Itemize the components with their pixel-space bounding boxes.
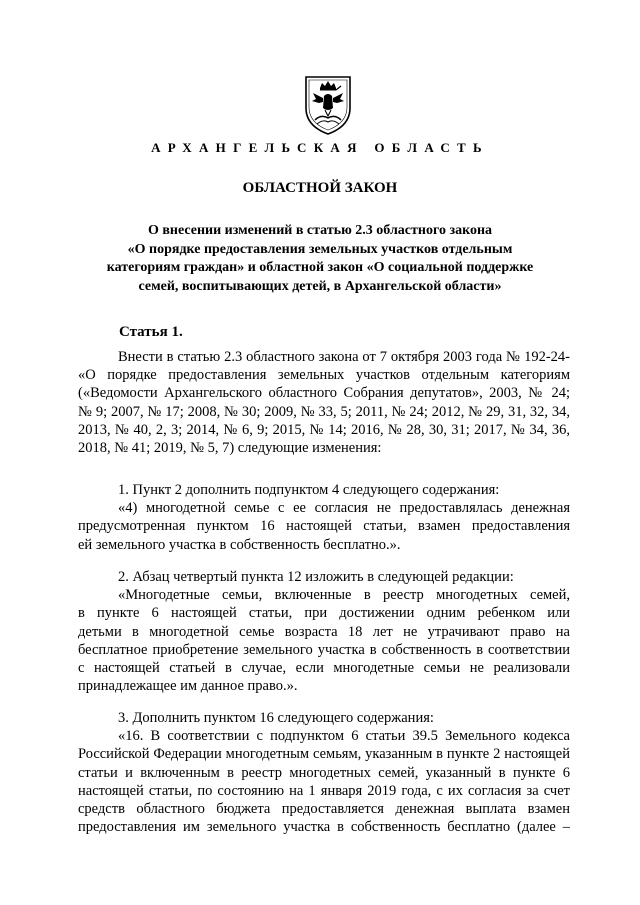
text-line: («Ведомости Архангельского областного Собрания депутатов», 2003, № 24; xyxy=(78,385,570,402)
text-line: предоставления им земельного участка в собственность бесплатно (далее – xyxy=(78,819,570,836)
paragraph-item-2 xyxy=(78,568,570,695)
text-line: с настоящей статьей в случае, если многодетные семьи не реализовали xyxy=(78,659,570,676)
text-line: средств областного бюджета предоставляется денежная выплата взамен xyxy=(78,800,570,817)
text-line: «16. В соответствии с подпунктом 6 статьи 39.5 Земельного кодекса xyxy=(118,728,570,745)
region-heading: АРХАНГЕЛЬСКАЯ ОБЛАСТЬ xyxy=(151,140,489,155)
law-title-line: «О порядке предоставления земельных участков отдельным xyxy=(127,241,513,257)
text-line: настоящей статьи, по состоянию на 1 января 2019 года, с их согласия за счет xyxy=(78,782,570,799)
text-line: бесплатное приобретение земельного участка в собственность в соответствии xyxy=(78,641,570,658)
law-title-line: семей, воспитывающих детей, в Архангельской области» xyxy=(138,278,502,294)
text-line: 2018, № 41; 2019, № 5, 7) следующие изменения: xyxy=(78,439,382,456)
document-type-heading: ОБЛАСТНОЙ ЗАКОН xyxy=(242,180,398,196)
text-line: 1. Пункт 2 дополнить подпунктом 4 следующего содержания: xyxy=(118,482,500,498)
law-title-line: категориям граждан» и областной закон «О социальной поддержке xyxy=(106,260,534,275)
text-line: Российской Федерации многодетным семьям, указанным в пункте 2 настоящей xyxy=(78,746,570,763)
paragraph-item-1 xyxy=(78,481,570,554)
text-line: «Многодетные семьи, включенные в реестр многодетных семей, xyxy=(118,587,570,604)
text-line: «О порядке предоставления земельных участков отдельным категориям xyxy=(78,367,570,384)
law-title-line: О внесении изменений в статью 2.3 областного закона xyxy=(147,223,493,238)
text-line: ей земельного участка в собственность бесплатно.». xyxy=(78,536,401,553)
text-line: 2. Абзац четвертый пункта 12 изложить в следующей редакции: xyxy=(118,569,514,585)
text-line: Внести в статью 2.3 областного закона от 7 октября 2003 года № 192-24- xyxy=(118,349,570,365)
text-line: 3. Дополнить пунктом 16 следующего содержания: xyxy=(118,710,434,726)
text-line: «4) многодетной семье с ее согласия не предоставлялась денежная xyxy=(118,500,570,517)
article-heading: Статья 1. xyxy=(119,324,183,340)
text-line: 2013, № 40, 2, 3; 2014, № 6, 9; 2015, № 14; 2016, № 28, 30, 31; 2017, № 34, 36, xyxy=(78,421,570,438)
law-title xyxy=(90,222,550,296)
coat-of-arms-icon xyxy=(303,74,353,136)
text-line: в пункте 6 настоящей статьи, при достижении одним ребенком или xyxy=(78,605,570,622)
paragraph-intro xyxy=(78,348,570,457)
text-line: принадлежащее им данное право.». xyxy=(78,678,298,695)
text-line: предусмотренная пунктом 16 настоящей статьи, взамен предоставления xyxy=(78,518,570,535)
text-line: № 9; 2007, № 17; 2008, № 30; 2009, № 33, 5; 2011, № 24; 2012, № 29, 31, 32, 34, xyxy=(78,403,570,420)
text-line: детьми в многодетной семье возраста 18 лет не утрачивают право на xyxy=(78,623,570,640)
text-line: статьи и включенным в реестр многодетных семей, указанный в пункте 6 xyxy=(78,764,570,781)
paragraph-item-3 xyxy=(78,709,570,836)
